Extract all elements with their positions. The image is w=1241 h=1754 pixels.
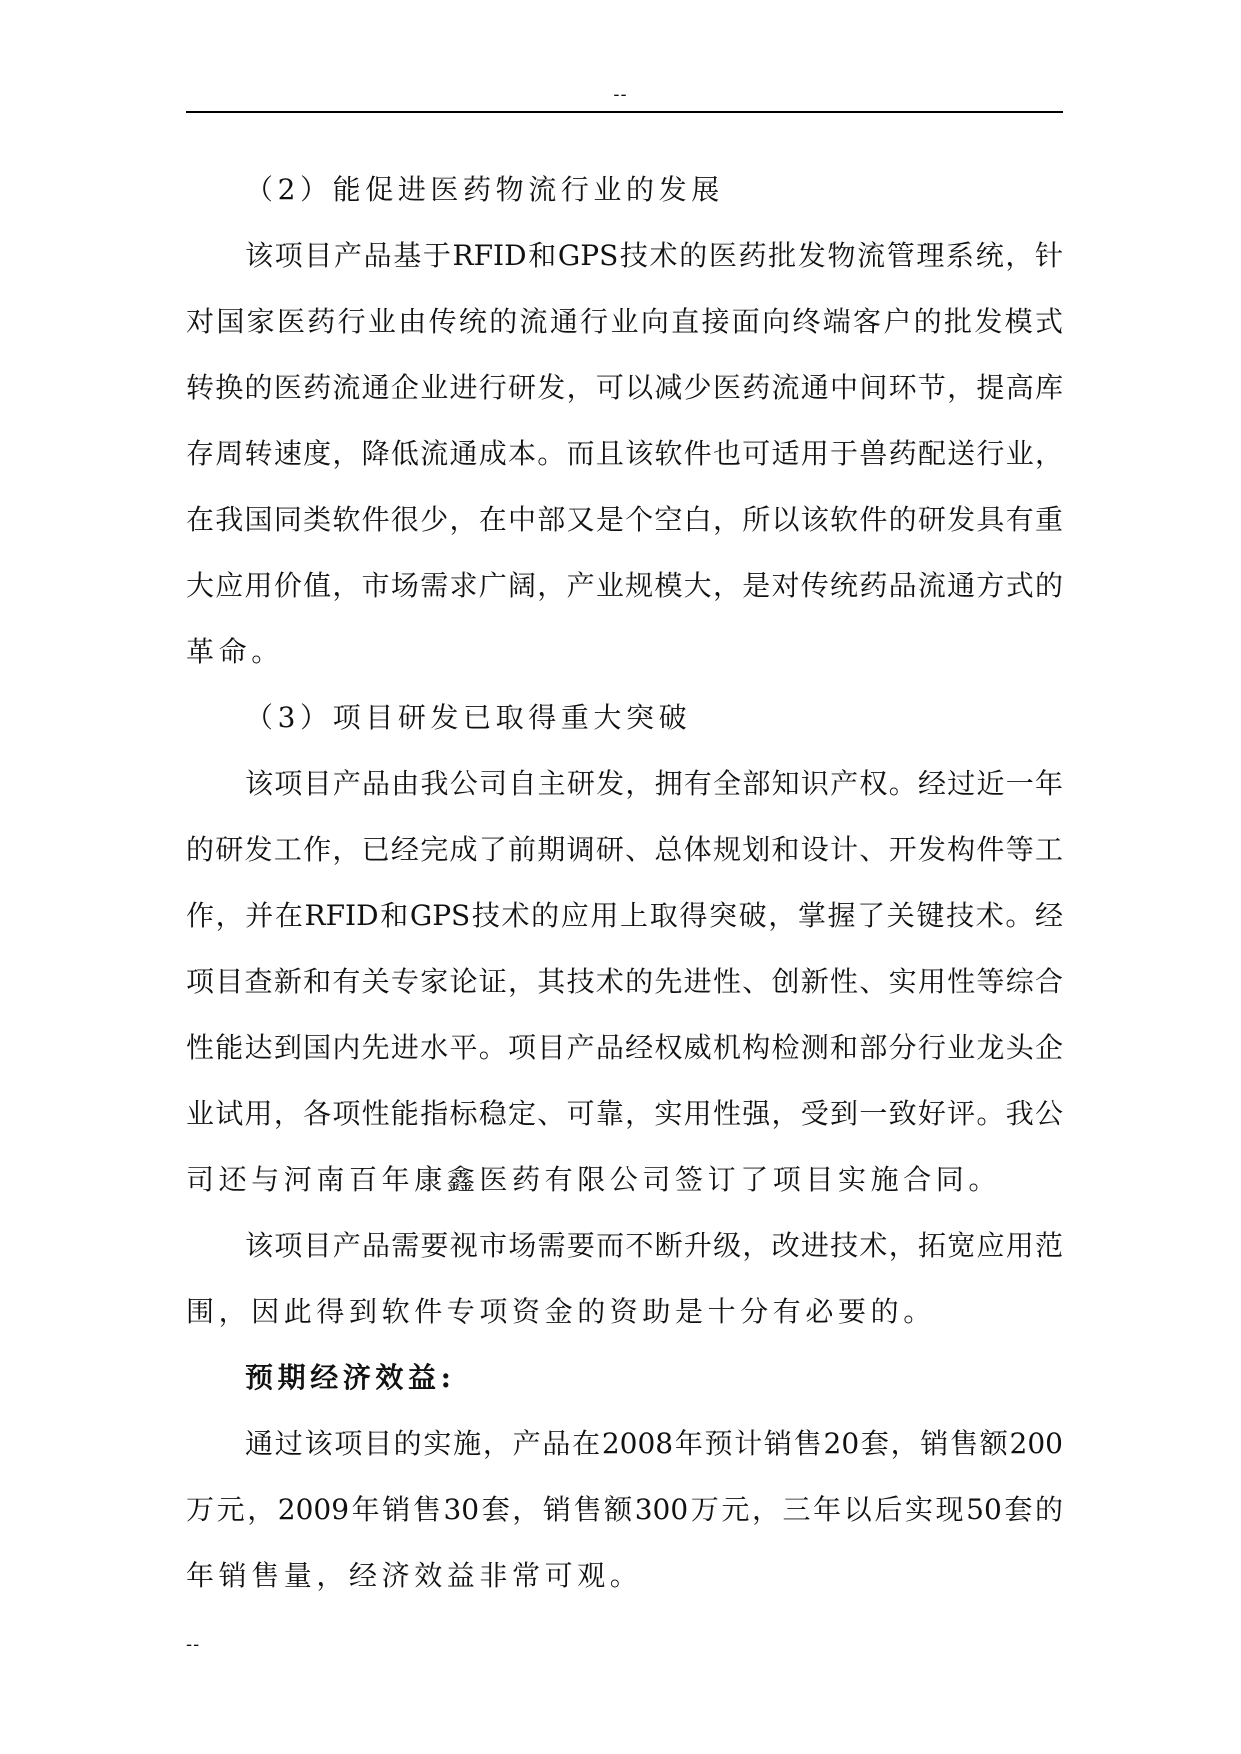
- body-line: 大应用价值，市场需求广阔，产业规模大，是对传统药品流通方式的: [186, 569, 1063, 602]
- body-line: 性能达到国内先进水平。项目产品经权威机构检测和部分行业龙头企: [186, 1031, 1063, 1064]
- body-line: 存周转速度，降低流通成本。而且该软件也可适用于兽药配送行业，: [186, 437, 1063, 470]
- body-line: 对国家医药行业由传统的流通行业向直接面向终端客户的批发模式: [186, 305, 1063, 338]
- body-line: 该项目产品基于RFID和GPS技术的医药批发物流管理系统，针: [245, 239, 1063, 272]
- body-line: 万元，2009年销售30套，销售额300万元，三年以后实现50套的: [186, 1493, 1063, 1526]
- body-line: 围，因此得到软件专项资金的资助是十分有必要的。: [186, 1295, 936, 1328]
- subheading-2: （2）能促进医药物流行业的发展: [245, 173, 724, 206]
- body-line: 该项目产品由我公司自主研发，拥有全部知识产权。经过近一年: [245, 767, 1063, 800]
- body-line: 项目查新和有关专家论证，其技术的先进性、创新性、实用性等综合: [186, 965, 1063, 998]
- body-line: 通过该项目的实施，产品在2008年预计销售20套，销售额200: [245, 1427, 1063, 1460]
- body-line: 作，并在RFID和GPS技术的应用上取得突破，掌握了关键技术。经: [186, 899, 1063, 932]
- body-line: 转换的医药流通企业进行研发，可以减少医药流通中间环节，提高库: [186, 371, 1063, 404]
- document-body: [186, 157, 1063, 1609]
- body-line: 司还与河南百年康鑫医药有限公司签订了项目实施合同。: [186, 1163, 1002, 1196]
- body-line: 业试用，各项性能指标稳定、可靠，实用性强，受到一致好评。我公: [186, 1097, 1063, 1130]
- body-line: 的研发工作，已经完成了前期调研、总体规划和设计、开发构件等工: [186, 833, 1063, 866]
- body-line: 年销售量，经济效益非常可观。: [186, 1559, 643, 1592]
- section-heading: 预期经济效益:: [245, 1361, 456, 1394]
- subheading-3: （3）项目研发已取得重大突破: [245, 701, 692, 734]
- body-line: 在我国同类软件很少，在中部又是个空白，所以该软件的研发具有重: [186, 503, 1063, 536]
- body-line: 革命。: [186, 635, 284, 668]
- header-mark: --: [613, 84, 628, 105]
- body-line: 该项目产品需要视市场需要而不断升级，改进技术，拓宽应用范: [245, 1229, 1063, 1262]
- footer-mark: --: [186, 1634, 201, 1655]
- header-rule: [186, 111, 1063, 113]
